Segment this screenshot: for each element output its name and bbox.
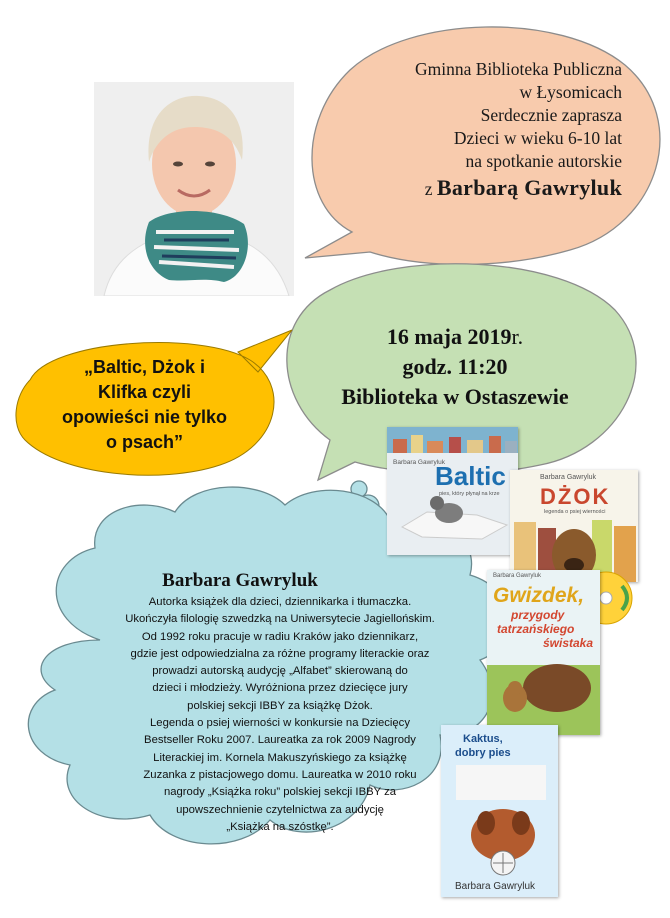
- book-title-line: Gwizdek,: [493, 584, 585, 607]
- invitation-line: Gminna Biblioteka Publiczna: [414, 59, 622, 79]
- bio-line: Ukończyła filologię szwedzką na Uniwersytecie Jagiellońskim.: [125, 613, 435, 626]
- author-photo: [94, 82, 294, 296]
- bio-line: upowszechnienie czytelnictwa za audycję: [176, 803, 384, 816]
- bio-line: „Książka na szóstkę”.: [226, 820, 334, 833]
- bio-line: Zuzanka z pistacjowego domu. Laureatka w 2010 roku: [143, 768, 417, 781]
- bio-line: Autorka książek dla dzieci, dziennikarka i tłumaczka.: [148, 596, 412, 608]
- invitation-line: w Łysomicach: [519, 82, 622, 102]
- cd-disc-icon: [596, 568, 636, 628]
- book-cover-gwizdek: [487, 570, 600, 735]
- bio-line: Legenda o psiej wierności w konkursie na Dziecięcy: [150, 717, 410, 730]
- book-subtitle: legenda o psiej wierności: [544, 509, 606, 515]
- event-time: godz. 11:20: [402, 354, 508, 379]
- bio-line: dzieci i młodzieży. Wyróżniona przez dziecięce jury: [152, 682, 408, 695]
- event-place: Biblioteka w Ostaszewie: [341, 384, 569, 409]
- book-title-line: Kaktus,: [463, 733, 503, 745]
- book-cover-dzok: [510, 470, 638, 582]
- invitation-text: [322, 58, 622, 201]
- bio-line: Bestseller Roku 2007. Laureatka za rok 2009 Nagrody: [144, 734, 416, 747]
- invitation-line: na spotkanie autorskie: [465, 151, 622, 171]
- book-author: Barbara Gawryluk: [540, 474, 597, 481]
- invitation-line: Dzieci w wieku 6-10 lat: [453, 128, 622, 148]
- event-date-suffix: r.: [511, 324, 524, 349]
- book-subtitle: pies, który płynął na krze: [439, 491, 500, 497]
- meeting-title-line: Klifka czyli: [97, 382, 192, 402]
- book-author: Barbara Gawryluk: [493, 573, 542, 579]
- bio-line: polskiej sekcji IBBY za książkę Dżok.: [187, 699, 373, 712]
- book-title: Baltic: [435, 461, 506, 491]
- book-title-line: dobry pies: [455, 747, 511, 759]
- bio-line: Literackiej im. Kornela Makuszyńskiego za książkę: [153, 751, 407, 764]
- book-title-line: tatrzańskiego: [497, 622, 575, 636]
- invitation-line: Serdecznie zaprasza: [480, 105, 622, 125]
- event-date: 16 maja 2019: [386, 324, 512, 349]
- book-author: Barbara Gawryluk: [455, 881, 536, 892]
- bio-text: [80, 594, 480, 836]
- event-details: [300, 322, 610, 412]
- invitation-prefix: z: [424, 179, 433, 199]
- meeting-title-line: o psach”: [105, 432, 184, 452]
- meeting-title-line: „Baltic, Dżok i: [83, 357, 206, 377]
- bio-line: gdzie jest odpowiedzialna za różne programy literackie oraz: [130, 647, 430, 660]
- bio-line: prowadzi autorską audycję „Alfabet” skierowaną do: [152, 665, 408, 678]
- meeting-title-line: opowieści nie tylko: [61, 407, 228, 427]
- book-title-line: przygody: [511, 608, 565, 622]
- book-author: Barbara Gawryluk: [393, 459, 446, 466]
- bio-line: nagrody „Książka roku” polskiej sekcji IBBY za: [163, 786, 397, 799]
- author-name: Barbarą Gawryluk: [436, 175, 622, 200]
- book-title: DŻOK: [540, 484, 611, 509]
- bio-heading: Barbara Gawryluk: [162, 570, 318, 591]
- meeting-title: [22, 355, 267, 455]
- book-cover-baltic: [387, 427, 518, 555]
- book-cover-kaktus: [441, 725, 558, 897]
- book-title-line: świstaka: [543, 636, 594, 650]
- bio-line: Od 1992 roku pracuje w radiu Kraków jako dziennikarz,: [141, 630, 419, 643]
